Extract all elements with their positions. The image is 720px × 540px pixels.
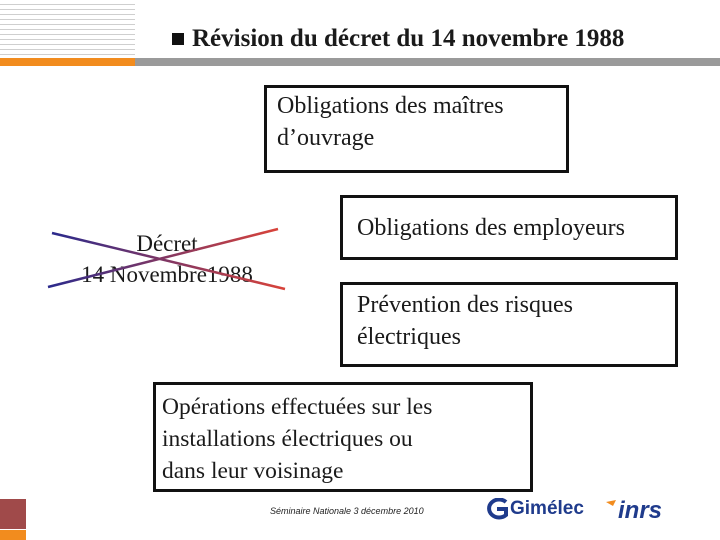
cross-line-descending	[52, 233, 285, 289]
box-prevention	[340, 282, 678, 367]
title-row	[172, 22, 624, 56]
box-operations-line-2: installations électriques ou	[162, 426, 413, 452]
gimelec-logo-text: Gimélec	[510, 498, 584, 519]
footer-seminar-text: Séminaire Nationale 3 décembre 2010	[270, 506, 424, 516]
inrs-logo-text: inrs	[618, 497, 663, 524]
decret-line-2: 14 Novembre1988	[81, 262, 253, 287]
gimelec-logo	[484, 498, 584, 520]
box-maitres-ouvrage-line-2: d’ouvrage	[277, 125, 375, 151]
box-maitres-ouvrage-line-1: Obligations des maîtres	[277, 93, 504, 119]
decret-line-1: Décret	[136, 231, 198, 256]
header-orange-rule	[0, 58, 135, 66]
box-employeurs	[340, 195, 678, 260]
slide-title: Révision du décret du 14 novembre 1988	[192, 25, 625, 52]
square-bullet-icon	[172, 33, 184, 45]
box-employeurs-text: Obligations des employeurs	[357, 214, 625, 241]
box-operations-line-1: Opérations effectuées sur les	[162, 394, 433, 420]
footer-corner-block	[0, 499, 26, 529]
inrs-logo	[604, 497, 662, 525]
gimelec-g-icon	[484, 498, 510, 520]
inrs-mark-icon	[604, 498, 618, 524]
box-operations-line-3: dans leur voisinage	[162, 458, 344, 484]
box-prevention-line-1: Prévention des risques	[357, 292, 573, 318]
box-prevention-line-2: électriques	[357, 324, 461, 350]
header-stripes-decoration	[0, 0, 135, 56]
footer-corner-accent	[0, 530, 26, 540]
box-maitres-ouvrage	[264, 85, 569, 173]
box-operations	[153, 382, 533, 492]
header-gray-rule	[135, 58, 720, 66]
strikethrough-cross-icon	[40, 215, 290, 295]
